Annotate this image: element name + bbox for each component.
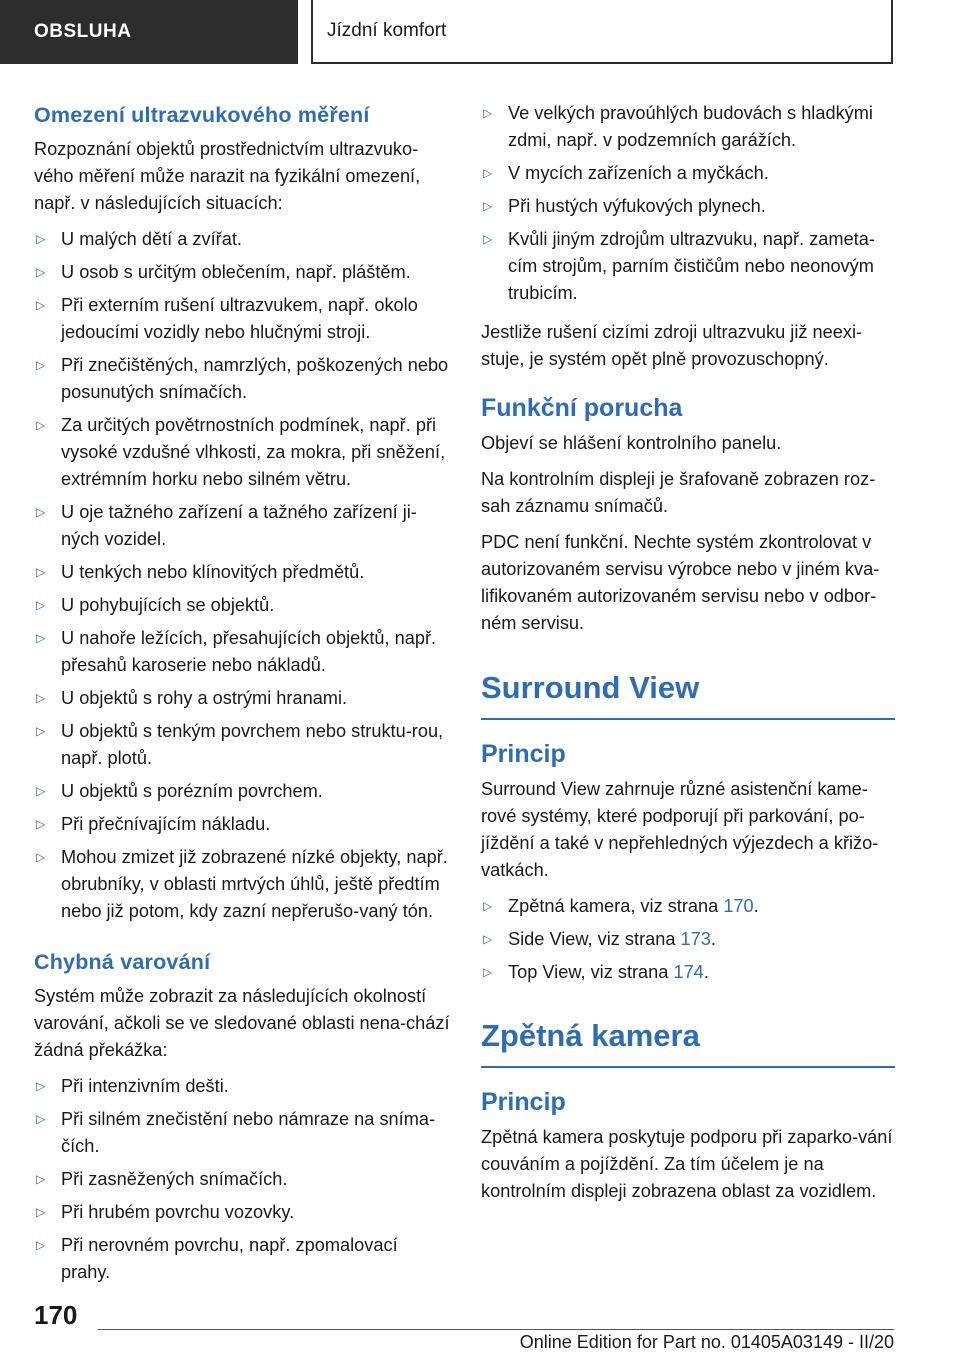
paragraph-false-warnings-intro: Systém může zobrazit za následujících okolností varování, ačkoli se ve sledované oblasti nena-chází žádná překážka: xyxy=(34,986,450,1060)
list-item xyxy=(34,685,450,712)
list-item-text: U nahoře ležících, přesahujících objektů, např. přesahů karoserie nebo nákladů. xyxy=(61,628,437,675)
list-sv-links xyxy=(481,893,895,986)
list-item: ▷ Top View, viz strana 174. xyxy=(481,959,895,986)
triangle-bullet-icon: ▷ xyxy=(36,1238,46,1252)
list-item: ▷ Side View, viz strana 173. xyxy=(481,926,895,953)
triangle-bullet-icon: ▷ xyxy=(36,565,46,579)
heading-rc-principle: Princip xyxy=(481,1088,566,1116)
triangle-bullet-icon: ▷ xyxy=(36,724,46,738)
list-item-text: U objektů s tenkým povrchem nebo struktu-rou, např. plotů. xyxy=(61,721,444,768)
heading-surround-view: Surround View xyxy=(481,668,895,720)
triangle-bullet-icon: ▷ xyxy=(36,1205,46,1219)
triangle-bullet-icon: ▷ xyxy=(483,199,493,213)
triangle-bullet-icon: ▷ xyxy=(483,106,493,120)
list-item xyxy=(481,100,895,154)
list-item-text: U malých dětí a zvířat. xyxy=(61,229,242,249)
section-title: OBSLUHA xyxy=(34,21,132,42)
list-item-text: Při nerovném povrchu, např. zpomalovací prahy. xyxy=(61,1235,398,1282)
paragraph-rc-principle: Zpětná kamera poskytuje podporu při zaparko-vání couváním a pojíždění. Za tím účelem je na kontrolním displeji zobrazena oblast za vozidlem. xyxy=(481,1127,893,1201)
list-item xyxy=(34,592,450,619)
triangle-bullet-icon: ▷ xyxy=(36,298,46,312)
footer-divider xyxy=(98,1329,894,1330)
paragraph-interference-end: Jestliže rušení cizími zdroji ultrazvuku již neexi-stuje, je systém opět plně provozuschopný. xyxy=(481,322,863,369)
paragraph-malfunction-2: Na kontrolním displeji je šrafovaně zobrazen roz-sah záznamu snímačů. xyxy=(481,469,876,516)
list-item-text: Při zasněžených snímačích. xyxy=(61,1169,288,1189)
list-item xyxy=(34,292,450,346)
list-false-warnings xyxy=(34,1073,450,1286)
triangle-bullet-icon: ▷ xyxy=(36,505,46,519)
list-item-text: Při hrubém povrchu vozovky. xyxy=(61,1202,295,1222)
chapter-tab xyxy=(311,0,893,64)
list-item xyxy=(481,160,895,187)
triangle-bullet-icon: ▷ xyxy=(36,598,46,612)
heading-false-warnings: Chybná varování xyxy=(34,950,211,974)
page-link-170[interactable]: 170 xyxy=(723,896,754,916)
list-item-text: Za určitých povětrnostních podmínek, např. při vysoké vzdušné vlhkosti, za mokra, při sněžení, extrémním horku nebo silném větru. xyxy=(61,415,446,489)
list-item xyxy=(481,193,895,220)
list-item xyxy=(34,625,450,679)
chapter-title: Jízdní komfort xyxy=(327,20,447,41)
paragraph-malfunction-3: PDC není funkční. Nechte systém zkontrolovat v autorizovaném servisu výrobce nebo v jiném kva-lifikovaném autorizovaném servisu nebo v odbor-ném servisu. xyxy=(481,532,880,633)
list-item-text: Při přečnívajícím nákladu. xyxy=(61,814,271,834)
list-item-text: Při externím rušení ultrazvukem, např. okolo jedoucími vozidly nebo hlučnými stroji. xyxy=(61,295,418,342)
triangle-bullet-icon: ▷ xyxy=(36,232,46,246)
edition-footer: Online Edition for Part no. 01405A03149 - II/20 xyxy=(519,1332,894,1352)
list-item xyxy=(34,718,450,772)
triangle-bullet-icon: ▷ xyxy=(36,784,46,798)
left-column xyxy=(34,100,450,1298)
heading-sv-principle: Princip xyxy=(481,740,566,768)
list-item-text: U pohybujících se objektů. xyxy=(61,595,275,615)
list-item-text: U objektů s rohy a ostrými hranami. xyxy=(61,688,348,708)
paragraph-malfunction-1: Objeví se hlášení kontrolního panelu. xyxy=(481,433,782,453)
list-item: ▷ Zpětná kamera, viz strana 170. xyxy=(481,893,895,920)
list-item xyxy=(34,1199,450,1226)
list-item xyxy=(34,499,450,553)
list-item xyxy=(481,226,895,307)
list-item xyxy=(34,226,450,253)
heading-ultrasonic-limits: Omezení ultrazvukového měření xyxy=(34,103,370,127)
list-item xyxy=(34,412,450,493)
list-item xyxy=(34,844,450,925)
list-item xyxy=(34,559,450,586)
triangle-bullet-icon: ▷ xyxy=(36,418,46,432)
page-number: 170 xyxy=(34,1300,78,1330)
right-column xyxy=(481,100,895,1214)
section-tab xyxy=(0,0,298,64)
list-item xyxy=(34,1166,450,1193)
list-ultrasonic-limits-continued xyxy=(481,100,895,307)
heading-rear-camera: Zpětná kamera xyxy=(481,1016,895,1068)
list-item-text: Při znečištěných, namrzlých, poškozených nebo posunutých snímačích. xyxy=(61,355,449,402)
triangle-bullet-icon: ▷ xyxy=(483,899,493,913)
triangle-bullet-icon: ▷ xyxy=(36,1079,46,1093)
list-item-text: Při silném znečistění nebo námraze na sníma-čích. xyxy=(61,1109,436,1156)
triangle-bullet-icon: ▷ xyxy=(36,817,46,831)
triangle-bullet-icon: ▷ xyxy=(36,631,46,645)
page-link-173[interactable]: 173 xyxy=(680,929,711,949)
list-ultrasonic-limits xyxy=(34,226,450,925)
triangle-bullet-icon: ▷ xyxy=(36,1112,46,1126)
list-item-text: Při hustých výfukových plynech. xyxy=(508,196,766,216)
heading-malfunction: Funkční porucha xyxy=(481,394,683,422)
triangle-bullet-icon: ▷ xyxy=(483,965,493,979)
page-link-174[interactable]: 174 xyxy=(673,962,704,982)
list-item-text: Při intenzivním dešti. xyxy=(61,1076,229,1096)
triangle-bullet-icon: ▷ xyxy=(483,232,493,246)
triangle-bullet-icon: ▷ xyxy=(36,691,46,705)
list-item-text: Mohou zmizet již zobrazené nízké objekty, např. obrubníky, v oblasti mrtvých úhlů, ještě předtím nebo již potom, kdy zazní nepřerušo-vaný tón. xyxy=(61,847,448,921)
triangle-bullet-icon: ▷ xyxy=(483,932,493,946)
list-item xyxy=(34,1106,450,1160)
triangle-bullet-icon: ▷ xyxy=(36,265,46,279)
list-item-text: U oje tažného zařízení a tažného zařízení ji-ných vozidel. xyxy=(61,502,417,549)
list-item xyxy=(34,811,450,838)
triangle-bullet-icon: ▷ xyxy=(36,1172,46,1186)
list-item-text: U tenkých nebo klínovitých předmětů. xyxy=(61,562,365,582)
list-item xyxy=(34,352,450,406)
list-item-text: U osob s určitým oblečením, např. pláštěm. xyxy=(61,262,411,282)
paragraph-ultrasonic-intro: Rozpoznání objektů prostřednictvím ultrazvuko-vého měření může narazit na fyzikální omezení, např. v následujících situacích: xyxy=(34,139,421,213)
list-item-text: Ve velkých pravoúhlých budovách s hladkými zdmi, např. v podzemních garážích. xyxy=(508,103,873,150)
list-item xyxy=(34,1073,450,1100)
triangle-bullet-icon: ▷ xyxy=(36,358,46,372)
triangle-bullet-icon: ▷ xyxy=(483,166,493,180)
paragraph-sv-principle: Surround View zahrnuje různé asistenční kame-rové systémy, které podporují při parkování, po-jíždění a také v nepřehledných výjezdech a křižo-vatkách. xyxy=(481,779,879,880)
triangle-bullet-icon: ▷ xyxy=(36,850,46,864)
list-item-text: Kvůli jiným zdrojům ultrazvuku, např. zameta-cím strojům, parním čističům nebo neonovým trubicím. xyxy=(508,229,875,303)
list-item-text: V mycích zařízeních a myčkách. xyxy=(508,163,769,183)
list-item-text: U objektů s porézním povrchem. xyxy=(61,781,323,801)
list-item xyxy=(34,778,450,805)
list-item xyxy=(34,259,450,286)
list-item xyxy=(34,1232,450,1286)
